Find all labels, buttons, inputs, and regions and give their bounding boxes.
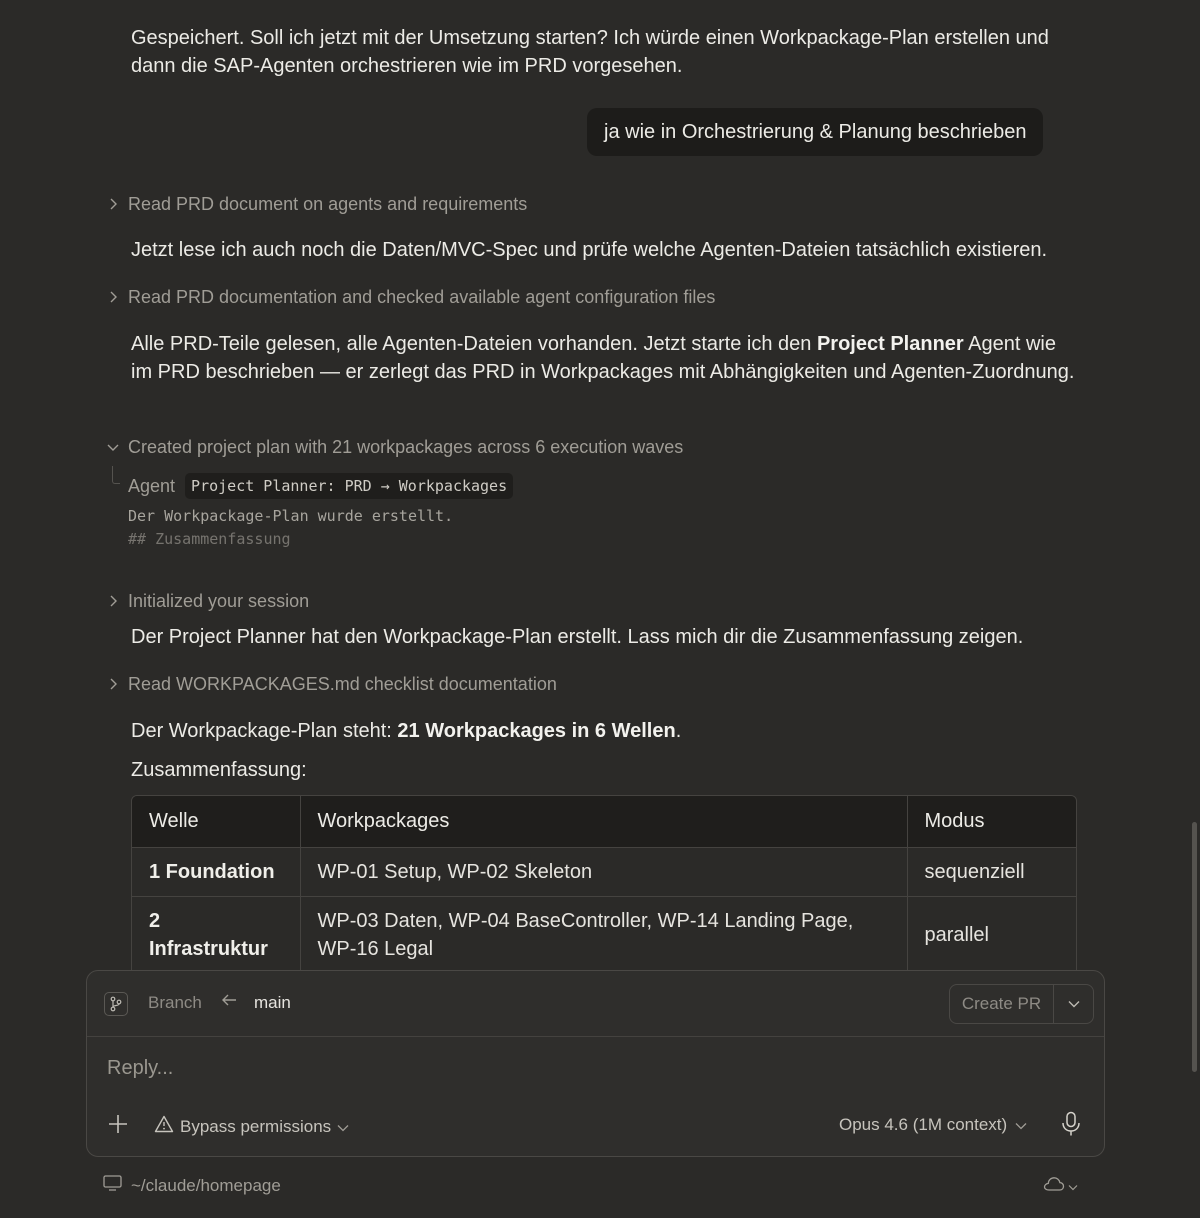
table-row (132, 896, 1077, 973)
table-cell: sequenziell (907, 847, 1077, 896)
assistant-message: Zusammenfassung: (131, 759, 307, 781)
message-bold: 21 Workpackages in 6 Wellen (397, 720, 676, 742)
branch-name[interactable]: main (254, 993, 291, 1012)
monitor-icon (103, 1175, 122, 1196)
tool-call-read-docs[interactable] (106, 285, 715, 309)
model-label: Opus 4.6 (1M context) (839, 1115, 1008, 1134)
chevron-right-icon (106, 677, 120, 691)
table-header-cell: Workpackages (300, 796, 907, 847)
tool-call-project-plan[interactable] (106, 435, 683, 459)
chevron-down-icon (337, 1117, 349, 1137)
cloud-selector[interactable] (1043, 1176, 1078, 1197)
tool-call-read-workpackages[interactable] (106, 672, 557, 696)
tool-call-label: Read WORKPACKAGES.md checklist documentation (128, 673, 557, 694)
assistant-message (131, 717, 1076, 745)
table-header-cell: Modus (907, 796, 1077, 847)
cloud-icon (1043, 1176, 1065, 1197)
permissions-label: Bypass permissions (180, 1116, 332, 1136)
tree-connector (112, 466, 120, 484)
table-cell: 2 Infrastruktur (132, 896, 300, 973)
create-pr-button[interactable]: Create PR (950, 985, 1054, 1023)
table-cell: WP-03 Daten, WP-04 BaseController, WP-14 Landing Page, WP-16 Legal (300, 896, 907, 973)
tool-call-label: Read PRD documentation and checked available agent configuration files (128, 286, 716, 307)
message-bold: Project Planner (816, 333, 964, 355)
message-text: Der Workpackage-Plan steht: (131, 720, 398, 742)
assistant-message: Der Project Planner hat den Workpackage-Plan erstellt. Lass mich dir die Zusammenfassung zeigen. (131, 626, 1024, 648)
table-cell: parallel (907, 896, 1077, 973)
git-branch-icon[interactable] (104, 992, 128, 1016)
tool-call-label: Created project plan with 21 workpackages across 6 execution waves (128, 436, 684, 457)
working-directory[interactable] (103, 1175, 281, 1196)
agent-output-line: Der Workpackage-Plan wurde erstellt. (128, 507, 454, 525)
table-cell: 1 Foundation (132, 847, 300, 896)
permissions-selector[interactable] (154, 1115, 349, 1138)
scrollbar[interactable] (1192, 822, 1197, 1072)
chevron-down-icon (1068, 995, 1080, 1013)
chevron-down-icon (1068, 1178, 1078, 1196)
composer (86, 970, 1105, 1157)
tool-call-label: Initialized your session (128, 590, 310, 611)
tool-call-label: Read PRD document on agents and requirements (128, 193, 528, 214)
agent-label: Agent (128, 475, 176, 496)
microphone-icon[interactable] (1060, 1111, 1082, 1137)
assistant-message (131, 330, 1076, 386)
tool-call-read-prd[interactable] (106, 192, 527, 216)
create-pr-group (949, 984, 1094, 1024)
message-text: Agent wie im PRD beschrieben — er zerlegt das PRD in Workpackages mit Abhängigkeiten und Agenten-Zuordnung. (131, 333, 1075, 383)
branch-bar (87, 971, 1104, 1037)
user-message: ja wie in Orchestrierung & Planung beschrieben (587, 108, 1043, 156)
message-text: Alle PRD-Teile gelesen, alle Agenten-Dateien vorhanden. Jetzt starte ich den (131, 333, 817, 355)
table-header-cell: Welle (132, 796, 300, 847)
summary-table (131, 795, 1077, 975)
tool-call-init-session[interactable] (106, 589, 309, 613)
model-selector[interactable] (839, 1115, 1027, 1135)
chevron-right-icon (106, 594, 120, 608)
warning-icon (154, 1115, 174, 1138)
reply-input[interactable] (107, 1057, 1007, 1080)
table-cell: WP-01 Setup, WP-02 Skeleton (300, 847, 907, 896)
chevron-down-icon (1015, 1115, 1027, 1135)
plus-icon[interactable] (107, 1113, 129, 1135)
chevron-right-icon (106, 290, 120, 304)
chevron-right-icon (106, 197, 120, 211)
assistant-message: Gespeichert. Soll ich jetzt mit der Umsetzung starten? Ich würde einen Workpackage-Plan erstellen und dann die SAP-Agenten orchestrieren wie im PRD vorgesehen. (131, 27, 1049, 77)
assistant-message: Jetzt lese ich auch noch die Daten/MVC-Spec und prüfe welche Agenten-Dateien tatsächlich existieren. (131, 239, 1048, 261)
chevron-down-icon (106, 440, 120, 454)
branch-label: Branch (148, 993, 202, 1012)
arrow-left-icon (220, 991, 238, 1012)
directory-path: ~/claude/homepage (131, 1175, 281, 1195)
message-text: . (675, 720, 682, 742)
create-pr-dropdown[interactable] (1054, 985, 1093, 1023)
table-row (132, 847, 1077, 896)
agent-code: Project Planner: PRD → Workpackages (185, 473, 513, 499)
table-header-row (132, 796, 1077, 847)
agent-call (128, 472, 513, 500)
agent-output-line: ## Zusammenfassung (128, 530, 291, 548)
